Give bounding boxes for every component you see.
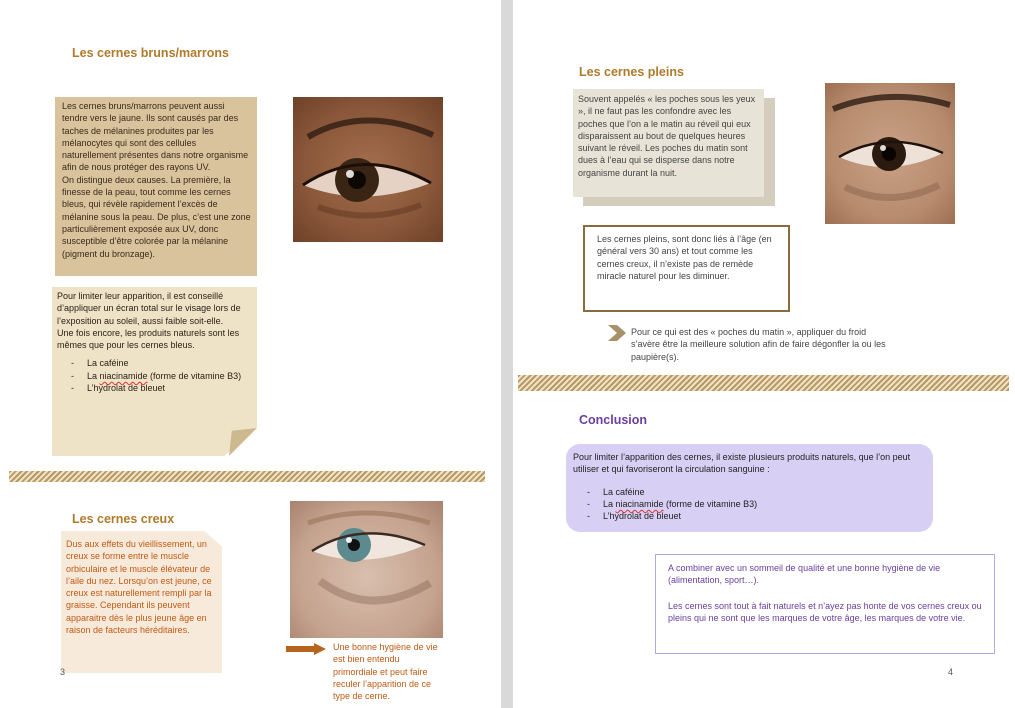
eye-illustration	[825, 83, 955, 224]
heading-conclusion: Conclusion	[579, 413, 648, 427]
eye-photo-light-skin	[290, 501, 443, 638]
bruns-advice-content	[57, 290, 253, 394]
page-curl-corner	[229, 428, 257, 456]
page-number: 3	[60, 667, 66, 677]
document-page-right	[513, 0, 1015, 708]
section-divider	[9, 471, 485, 482]
pleins-outline-box: Les cernes pleins, sont donc liés à l’âge (en général vers 30 ans) et tout comme les cernes creux, il n’existe pas de remède miracle naturel pour les diminuer.	[583, 225, 790, 312]
document-page-left	[0, 0, 501, 708]
heading-cernes-creux: Les cernes creux	[72, 512, 175, 526]
list-item: - La niacinamide (forme de vitamine B3)	[57, 370, 253, 382]
conclusion-box	[566, 444, 933, 532]
page-number: 4	[948, 667, 954, 677]
arrow-right-icon	[286, 643, 326, 655]
pleins-description-box: Souvent appelés « les poches sous les yeux », il ne faut pas les confondre avec les poches que l’on a le matin au réveil qui eux disparaissent au bout de quelques heures suivant le réveil. Les poches du matin sont dues à l’eau qui se disperse dans notre organisme durant la nuit.	[573, 89, 764, 197]
eye-photo-brown-skin	[293, 97, 443, 242]
final-paragraph-2: Les cernes sont tout à fait naturels et n’ayez pas honte de vos cernes creux ou pleins qui ne sont que les marques de votre âge, les marques de votre vie.	[668, 600, 982, 623]
eye-illustration	[293, 97, 443, 242]
eye-illustration	[290, 501, 443, 638]
conclusion-product-list	[573, 486, 926, 523]
conclusion-text: Pour limiter l’apparition des cernes, il existe plusieurs produits naturels, que l’on peut utiliser et qui favoriseront la circulation sanguine :	[573, 452, 911, 475]
list-item: - La caféine	[57, 357, 253, 369]
heading-cernes-pleins: Les cernes pleins	[579, 65, 684, 79]
final-paragraph-1: A combiner avec un sommeil de qualité et une bonne hygiène de vie (alimentation, sport…).	[668, 563, 941, 586]
creux-hygiene-note: Une bonne hygiène de vie est bien entendu primordiale et peut faire reculer l’apparition de ce type de cerne.	[333, 642, 438, 702]
list-item: - L’hydrolat de bleuet	[573, 510, 926, 522]
section-divider	[518, 375, 1009, 391]
heading-cernes-bruns: Les cernes bruns/marrons	[72, 46, 230, 60]
list-item: - L’hydrolat de bleuet	[57, 382, 253, 394]
bruns-description-box: Les cernes bruns/marrons peuvent aussi tendre vers le jaune. Ils sont causés par des taches de mélanines produites par les mélanocytes qui sont des cellules naturellement présentes dans notre organisme afin de nous protéger des rayons UV. On distingue deux causes. La première, la finesse de la peau, tout comme les cernes bleus, qui révèle rapidement l’excès de mélanine sous la peau. De plus, c’est une zone particulièrement exposée aux UV, donc susceptible d’être colorée par la mélanine (pigment du bronzage).	[55, 97, 257, 276]
bruns-product-list	[57, 357, 253, 394]
creux-description-text: Dus aux effets du vieillissement, un creux se forme entre le muscle orbiculaire et le muscle élévateur de l’aile du nez. Lorsqu’on est jeune, ce creux est naturellement rempli par la graisse. Cependant ils peuvent apparaitre dès le plus jeune âge en raison de facteurs héréditaires.	[66, 539, 212, 636]
pleins-cold-tip: Pour ce qui est des « poches du matin », appliquer du froid s’avère être la meilleure solution afin de faire dégonfler la ou les paupière(s).	[631, 327, 886, 362]
list-item: - La niacinamide (forme de vitamine B3)	[573, 498, 926, 510]
eye-photo-pleins	[825, 83, 955, 224]
conclusion-final-box	[655, 554, 995, 654]
list-item: - La caféine	[573, 486, 926, 498]
chevron-right-icon	[608, 325, 626, 341]
bruns-advice-text: Pour limiter leur apparition, il est conseillé d’appliquer un écran total sur le visage lors de l’exposition au soleil, aussi faible soit-elle. Une fois encore, les produits naturels sont les mêmes que pour les cernes bleus.	[57, 291, 241, 351]
